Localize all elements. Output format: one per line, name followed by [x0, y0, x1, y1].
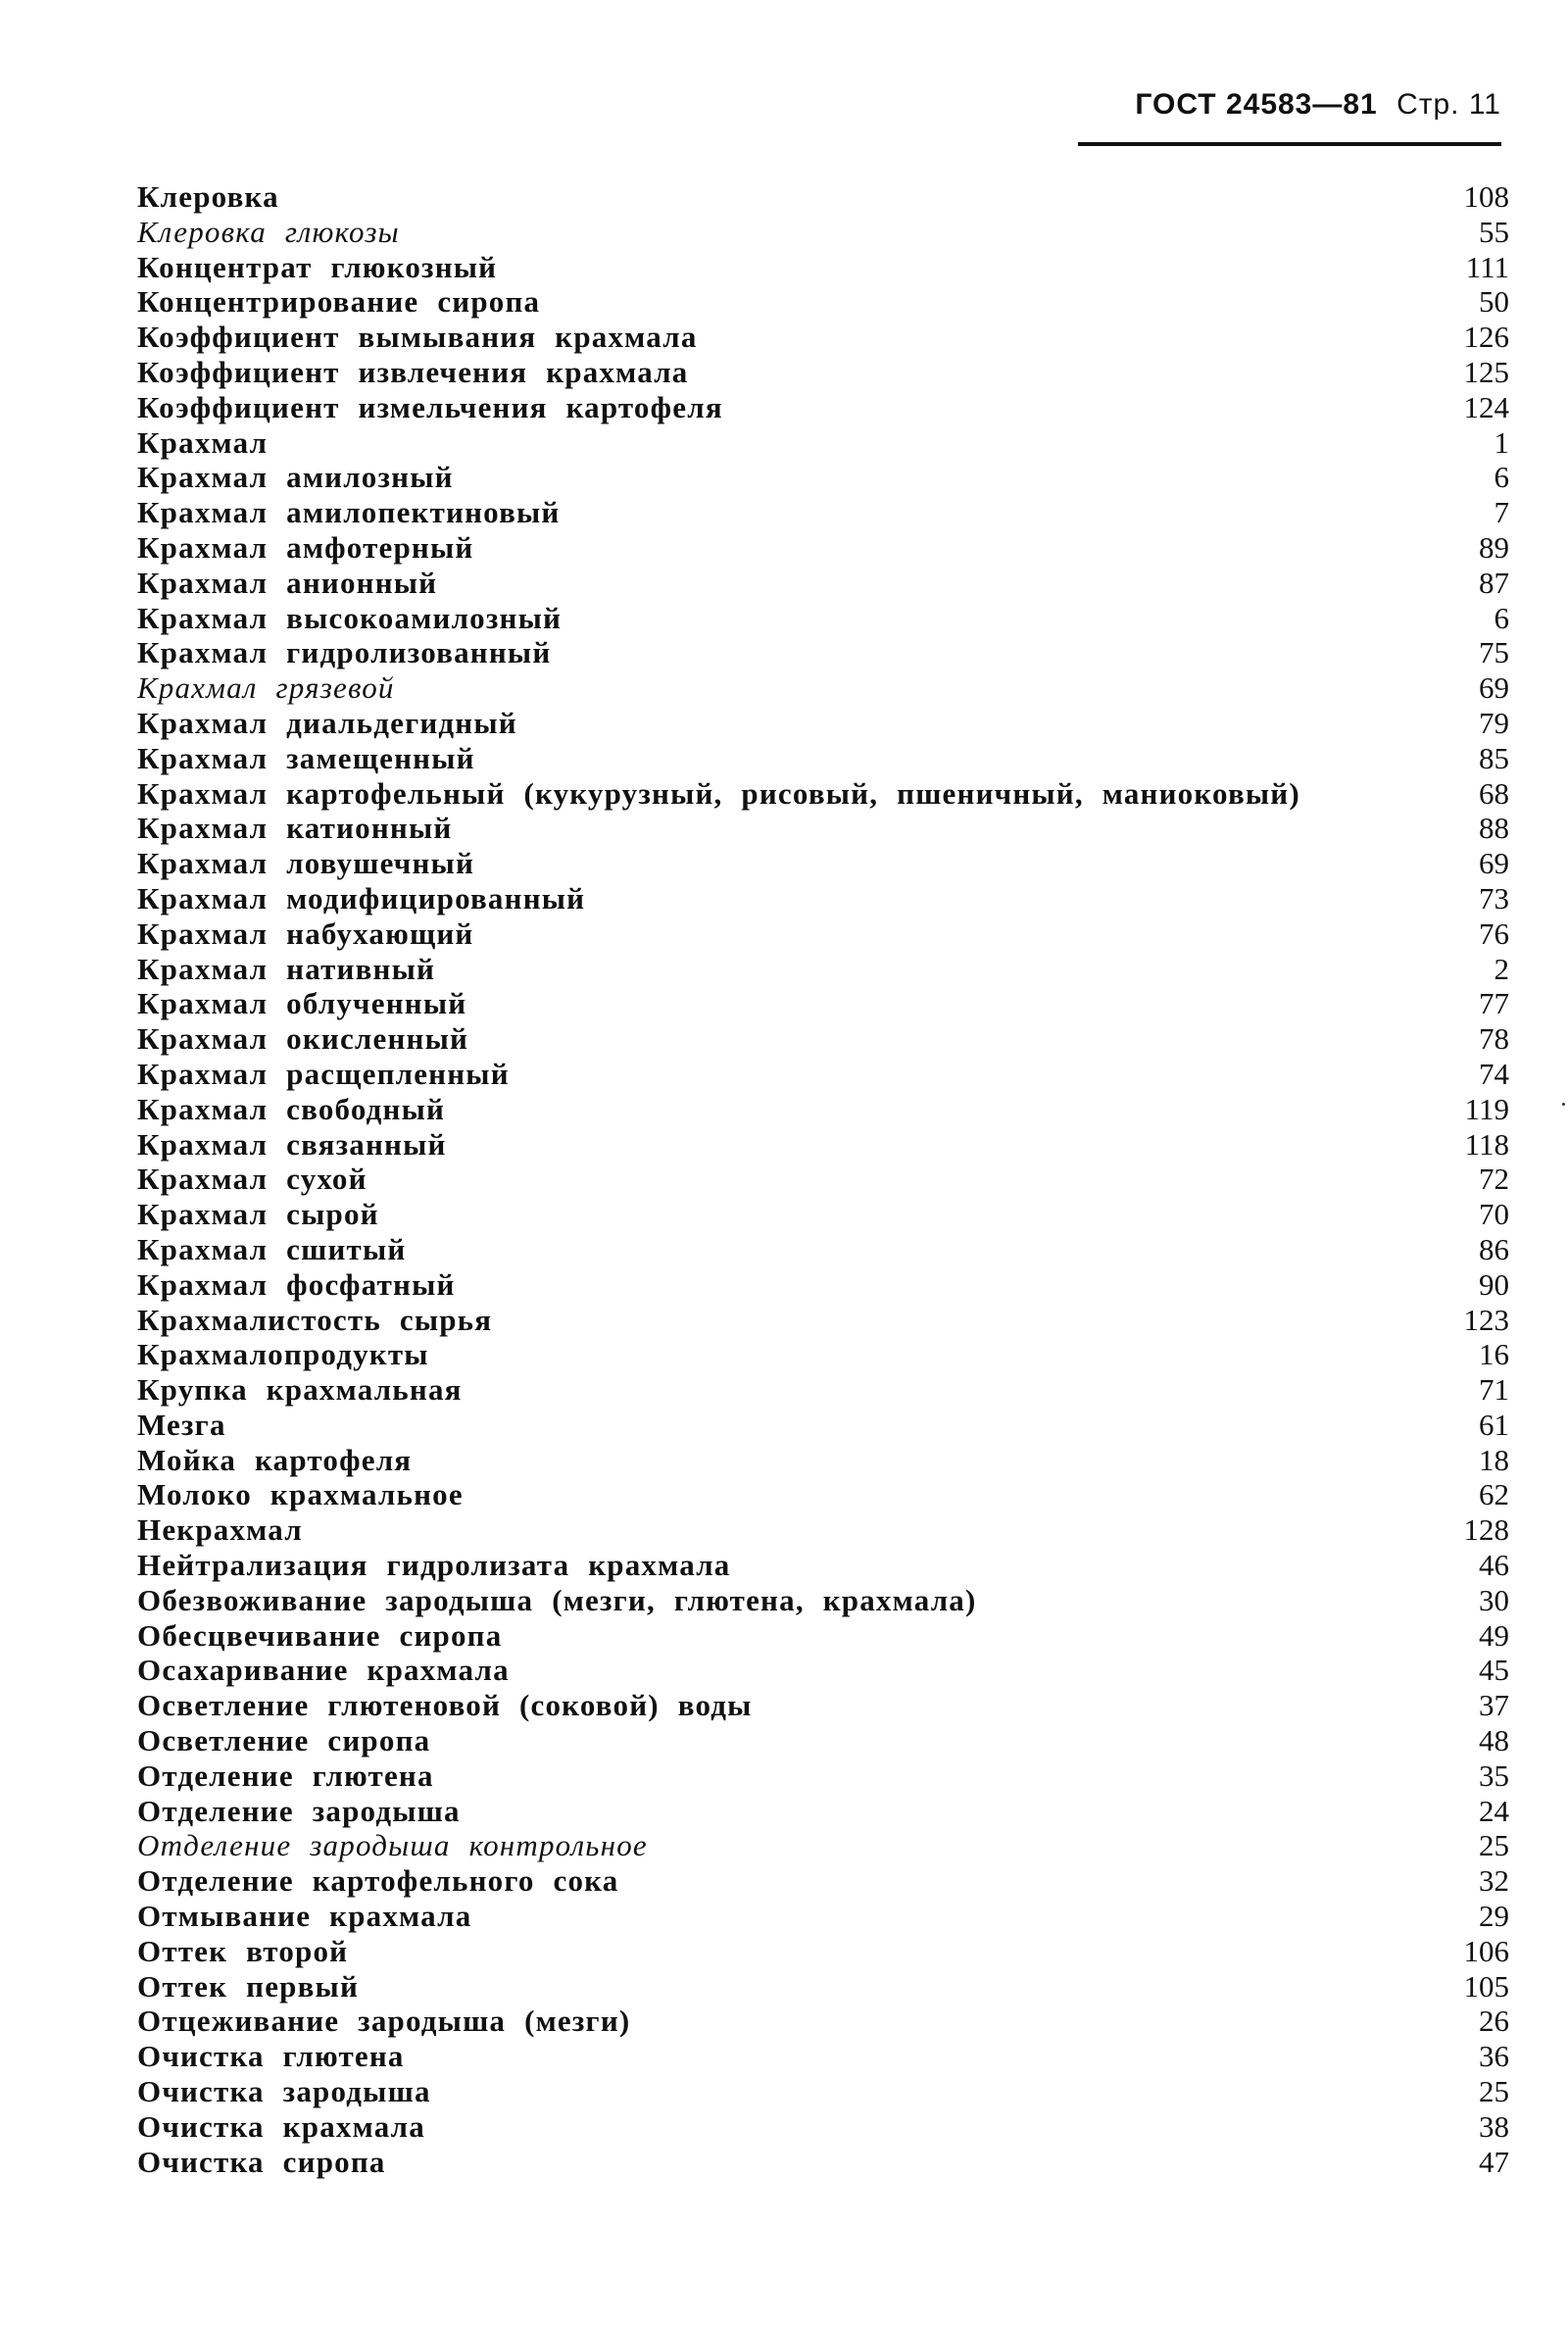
index-number: 30 — [1479, 1582, 1509, 1617]
index-term: Отмывание крахмала — [137, 1899, 472, 1934]
index-term: Отделение картофельного сока — [137, 1863, 619, 1899]
index-number: 29 — [1479, 1899, 1509, 1934]
index-term: Обезвоживание зародыша (мезги, глютена, крахмала) — [137, 1582, 977, 1617]
index-number: 85 — [1479, 740, 1509, 775]
index-number: 62 — [1479, 1477, 1509, 1512]
index-term: Осветление глютеновой (соковой) воды — [137, 1688, 753, 1723]
index-number: 119 — [1464, 1091, 1509, 1126]
index-term: Крахмал сшитый — [137, 1231, 407, 1266]
index-entry — [137, 2145, 1509, 2180]
index-number: 46 — [1479, 1548, 1509, 1583]
index-entry — [137, 1794, 1509, 1829]
index-entry — [137, 1197, 1509, 1232]
index-number: 24 — [1479, 1793, 1509, 1828]
index-entry — [137, 1723, 1509, 1758]
index-number: 1 — [1494, 424, 1509, 460]
index-number: 47 — [1479, 2144, 1509, 2179]
index-number: 7 — [1494, 495, 1509, 530]
index-entry — [137, 1548, 1509, 1583]
index-number: 88 — [1479, 811, 1509, 846]
index-entry — [137, 1232, 1509, 1267]
index-entry — [137, 635, 1509, 670]
index-entry — [137, 2004, 1509, 2039]
index-term: Крахмал модифицированный — [137, 880, 586, 916]
index-term: Крахмал катионный — [137, 811, 453, 846]
index-number: 69 — [1479, 670, 1509, 706]
index-number: 35 — [1479, 1757, 1509, 1793]
index-entry — [137, 390, 1509, 425]
index-number: 70 — [1479, 1197, 1509, 1232]
index-number: 18 — [1479, 1442, 1509, 1477]
index-term: Крахмал амилозный — [137, 460, 454, 495]
index-entry — [137, 1092, 1509, 1127]
index-number: 128 — [1463, 1512, 1509, 1548]
index-term: Крахмал сырой — [137, 1197, 379, 1232]
index-term: Крахмал облученный — [137, 986, 467, 1021]
index-term: Крахмал гидролизованный — [137, 635, 552, 670]
index-number: 38 — [1479, 2108, 1509, 2144]
index-entry — [137, 179, 1509, 215]
index-entry — [137, 250, 1509, 285]
index-term: Очистка глютена — [137, 2039, 405, 2074]
index-number: 126 — [1463, 320, 1509, 355]
term-index-list — [137, 179, 1509, 2179]
index-number: 26 — [1479, 2004, 1509, 2039]
index-entry — [137, 530, 1509, 566]
index-number: 123 — [1463, 1302, 1509, 1337]
index-term: Крахмалистость сырья — [137, 1302, 493, 1337]
index-number: 111 — [1465, 249, 1509, 284]
index-entry — [137, 1337, 1509, 1372]
index-term: Крахмал окисленный — [137, 1021, 469, 1057]
index-term: Концентрат глюкозный — [137, 249, 498, 284]
document-code: ГОСТ 24583—81 — [1135, 88, 1378, 121]
index-number: 124 — [1463, 389, 1509, 424]
index-number: 74 — [1479, 1056, 1509, 1091]
index-entry — [137, 601, 1509, 636]
index-entry — [137, 1057, 1509, 1092]
index-number: 76 — [1479, 916, 1509, 951]
index-term: Крахмал связанный — [137, 1126, 447, 1162]
index-term: Оттек второй — [137, 1933, 349, 1968]
index-term: Мойка картофеля — [137, 1442, 413, 1477]
index-entry — [137, 284, 1509, 320]
index-term: Крахмал анионный — [137, 565, 438, 600]
index-term: Коэффициент извлечения крахмала — [137, 354, 689, 389]
index-number: 50 — [1479, 284, 1509, 320]
index-term: Нейтрализация гидролизата крахмала — [137, 1548, 731, 1583]
index-entry — [137, 1162, 1509, 1197]
index-entry — [137, 1934, 1509, 1969]
index-entry — [137, 355, 1509, 390]
index-entry — [137, 1512, 1509, 1548]
index-number: 49 — [1479, 1617, 1509, 1653]
index-entry — [137, 1863, 1509, 1899]
index-term: Крахмал ловушечный — [137, 846, 475, 881]
index-entry — [137, 670, 1509, 706]
index-entry — [137, 1021, 1509, 1057]
index-entry — [137, 2074, 1509, 2109]
index-term: Крахмал расщепленный — [137, 1056, 510, 1091]
index-entry — [137, 1267, 1509, 1303]
index-term: Клеровка глюкозы — [137, 214, 400, 249]
index-term: Клеровка — [137, 179, 279, 214]
index-entry — [137, 1653, 1509, 1688]
index-number: 125 — [1463, 354, 1509, 389]
index-term: Некрахмал — [137, 1512, 303, 1548]
index-term: Крахмал амилопектиновый — [137, 495, 561, 530]
index-entry — [137, 1127, 1509, 1163]
index-term: Крахмал сухой — [137, 1162, 368, 1197]
index-number: 72 — [1479, 1162, 1509, 1197]
index-term: Крахмал замещенный — [137, 740, 475, 775]
index-term: Крахмал амфотерный — [137, 529, 474, 565]
index-entry — [137, 460, 1509, 495]
index-entry — [137, 741, 1509, 776]
index-entry — [137, 1828, 1509, 1863]
index-entry — [137, 1303, 1509, 1338]
index-number: 89 — [1479, 529, 1509, 565]
index-entry — [137, 425, 1509, 461]
index-entry — [137, 566, 1509, 601]
index-term: Отделение зародыша — [137, 1793, 461, 1828]
index-term: Крахмал — [137, 424, 269, 460]
index-number: 2 — [1494, 951, 1509, 986]
index-term: Очистка крахмала — [137, 2108, 425, 2144]
index-entry — [137, 1969, 1509, 2004]
index-entry — [137, 1688, 1509, 1723]
index-entry — [137, 320, 1509, 355]
index-number: 6 — [1494, 600, 1509, 635]
index-number: 90 — [1479, 1266, 1509, 1302]
index-number: 68 — [1479, 775, 1509, 811]
index-number: 79 — [1479, 705, 1509, 740]
index-number: 77 — [1479, 986, 1509, 1021]
index-entry — [137, 215, 1509, 250]
index-number: 75 — [1479, 635, 1509, 670]
index-term: Крахмал свободный — [137, 1091, 446, 1126]
index-term: Отделение зародыша контрольное — [137, 1828, 648, 1863]
index-entry — [137, 1408, 1509, 1443]
index-number: 6 — [1494, 460, 1509, 495]
index-term: Обесцвечивание сиропа — [137, 1617, 503, 1653]
index-entry — [137, 706, 1509, 741]
index-number: 118 — [1464, 1126, 1509, 1162]
index-number: 71 — [1479, 1372, 1509, 1408]
index-term: Очистка зародыша — [137, 2074, 431, 2109]
index-number: 25 — [1479, 2074, 1509, 2109]
index-term: Концентрирование сиропа — [137, 284, 541, 320]
index-term: Коэффициент вымывания крахмала — [137, 320, 698, 355]
index-entry — [137, 811, 1509, 846]
index-term: Крахмал картофельный (кукурузный, рисовый, пшеничный, маниоковый) — [137, 775, 1300, 811]
index-term: Осахаривание крахмала — [137, 1653, 510, 1688]
index-entry — [137, 1758, 1509, 1794]
index-number: 105 — [1463, 1968, 1509, 2004]
margin-speck — [1562, 1103, 1565, 1106]
index-entry — [137, 952, 1509, 987]
index-number: 69 — [1479, 846, 1509, 881]
index-number: 108 — [1463, 179, 1509, 214]
index-entry — [137, 846, 1509, 881]
index-term: Крахмал фосфатный — [137, 1266, 456, 1302]
index-number: 61 — [1479, 1407, 1509, 1442]
index-term: Осветление сиропа — [137, 1723, 431, 1758]
index-term: Крахмал нативный — [137, 951, 436, 986]
index-entry — [137, 1583, 1509, 1618]
index-entry — [137, 2109, 1509, 2145]
index-entry — [137, 1443, 1509, 1478]
index-number: 78 — [1479, 1021, 1509, 1057]
index-entry — [137, 495, 1509, 530]
index-term: Крупка крахмальная — [137, 1372, 463, 1408]
index-number: 16 — [1479, 1337, 1509, 1372]
index-entry — [137, 1477, 1509, 1512]
index-term: Очистка сиропа — [137, 2144, 386, 2179]
index-term: Крахмал высокоамилозный — [137, 600, 563, 635]
index-number: 48 — [1479, 1723, 1509, 1758]
index-entry — [137, 881, 1509, 916]
index-term: Молоко крахмальное — [137, 1477, 464, 1512]
index-term: Крахмалопродукты — [137, 1337, 429, 1372]
index-number: 36 — [1479, 2039, 1509, 2074]
index-term: Оттек первый — [137, 1968, 360, 2004]
index-entry — [137, 1899, 1509, 1934]
header-rule — [1078, 142, 1501, 146]
index-term: Крахмал набухающий — [137, 916, 474, 951]
index-term: Отцеживание зародыша (мезги) — [137, 2004, 631, 2039]
index-term: Отделение глютена — [137, 1757, 434, 1793]
index-number: 73 — [1479, 880, 1509, 916]
index-number: 32 — [1479, 1863, 1509, 1899]
page-header — [1078, 88, 1501, 122]
index-term: Крахмал диальдегидный — [137, 705, 517, 740]
index-entry — [137, 776, 1509, 812]
index-term: Крахмал грязевой — [137, 670, 395, 706]
index-number: 25 — [1479, 1828, 1509, 1863]
index-entry — [137, 2039, 1509, 2074]
index-number: 86 — [1479, 1231, 1509, 1266]
page-number: Стр. 11 — [1396, 88, 1501, 121]
index-entry — [137, 1618, 1509, 1654]
index-number: 55 — [1479, 214, 1509, 249]
index-number: 106 — [1463, 1933, 1509, 1968]
index-number: 37 — [1479, 1688, 1509, 1723]
index-entry — [137, 1372, 1509, 1408]
index-term: Коэффициент измельчения картофеля — [137, 389, 723, 424]
index-number: 87 — [1479, 565, 1509, 600]
index-entry — [137, 916, 1509, 952]
index-number: 45 — [1479, 1653, 1509, 1688]
index-term: Мезга — [137, 1407, 226, 1442]
index-entry — [137, 986, 1509, 1021]
